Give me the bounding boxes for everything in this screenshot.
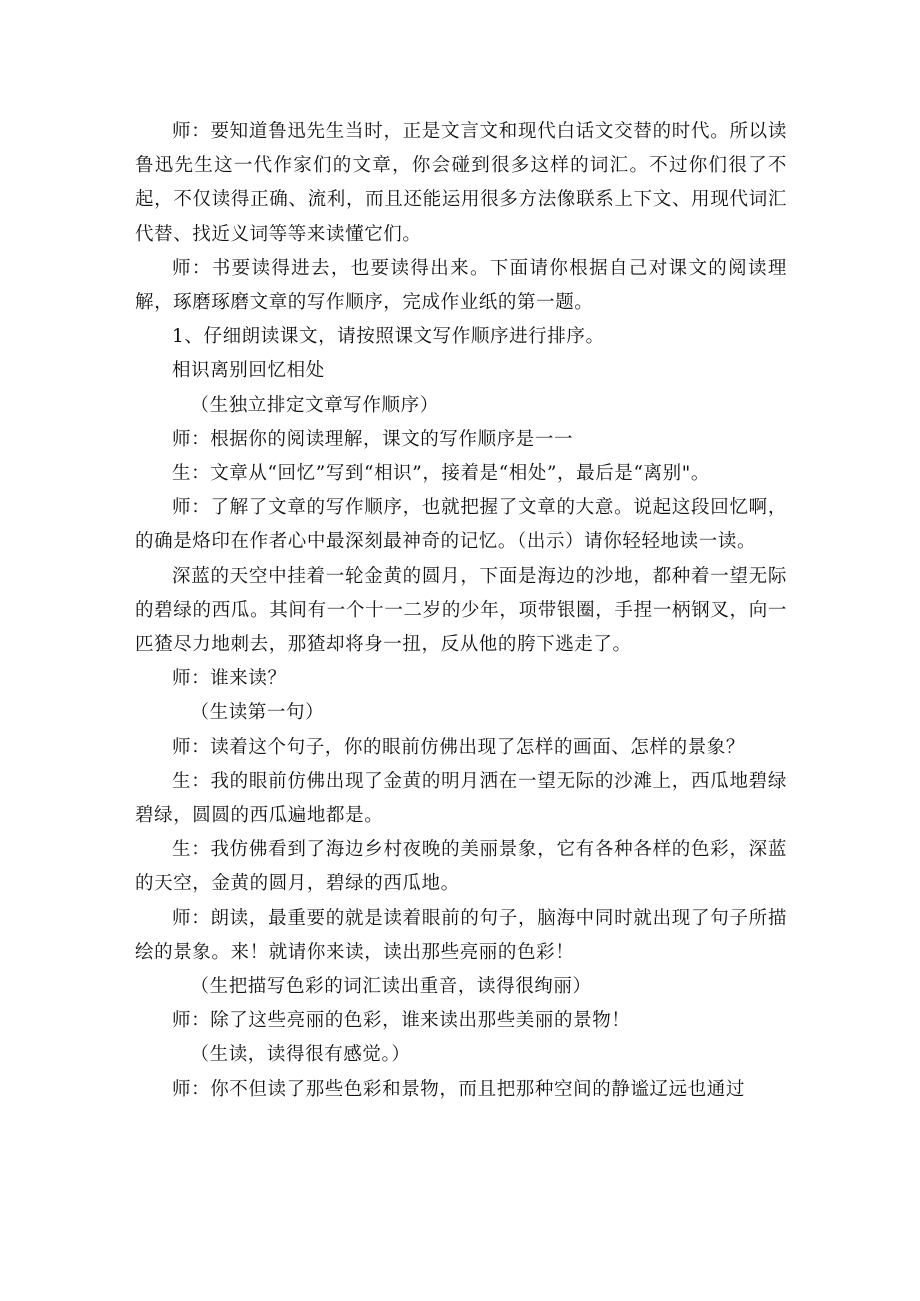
paragraph-teacher-imagery: 师：读着这个句子，你的眼前仿佛出现了怎样的画面、怎样的景象？ (172, 736, 746, 758)
paragraph-student-imagery-1: 生：我的眼前仿佛出现了金黄的明月洒在一望无际的沙滩上，西瓜地碧绿碧绿，圆圆的西瓜遍地都是。 (135, 770, 787, 827)
paragraph-teacher-memory: 师：了解了文章的写作顺序，也就把握了文章的大意。说起这段回忆啊，的确是烙印在作者心中最深刻最神奇的记忆。（出示）请你轻轻地读一读。 (135, 497, 787, 553)
paragraph-stage-direction: （生独立排定文章写作顺序） (190, 394, 439, 416)
paragraph-student-imagery-2: 生：我仿佛看到了海边乡村夜晚的美丽景象，它有各种各样的色彩，深蓝的天空，金黄的圆月，碧绿的西瓜地。 (135, 839, 787, 895)
lesson-transcript (135, 115, 787, 1107)
paragraph-order-options: 相识离别回忆相处 (172, 360, 325, 382)
paragraph-student-answer: 生：文章从“回忆”写到“相识”，接着是“相处”，最后是“离别"。 (172, 463, 710, 485)
paragraph-exercise-question: 1、仔细朗读课文，请按照课文写作顺序进行排序。 (172, 326, 605, 348)
paragraph-stage-direction: （生读，读得很有感觉。） (190, 1044, 411, 1066)
paragraph-quoted-passage: 深蓝的天空中挂着一轮金黄的圆月，下面是海边的沙地，都种着一望无际的碧绿的西瓜。其间有一个十一二岁的少年，项带银圈，手捏一柄钢叉，向一匹猹尽力地刺去，那猹却将身一扭，反从他的胯下逃走了。 (135, 565, 787, 656)
paragraph-teacher-reading: 师：朗读，最重要的就是读着眼前的句子，脑海中同时就出现了句子所描绘的景象。来！就请你来读，读出那些亮丽的色彩！ (135, 907, 787, 963)
paragraph-teacher-who-reads: 师：谁来读？ (172, 668, 287, 690)
paragraph-teacher-question: 师：根据你的阅读理解，课文的写作顺序是一一 (172, 428, 574, 450)
paragraph-teacher-praise: 师：你不但读了那些色彩和景物，而且把那种空间的静谧辽远也通过 (172, 1078, 746, 1100)
paragraph-stage-direction: （生把描写色彩的词汇读出重音，读得很绚丽） (190, 976, 592, 998)
paragraph-teacher-wenyan: 师：要知道鲁迅先生当时，正是文言文和现代白话文交替的时代。所以读鲁迅先生这一代作家们的文章，你会碰到很多这样的词汇。不过你们很了不起，不仅读得正确、流利，而且还能运用很多方法像联系上下文、用现代词汇代替、找近义词等等来读懂它们。 (135, 121, 787, 245)
paragraph-teacher-order-task: 师：书要读得进去，也要读得出来。下面请你根据自己对课文的阅读理解，琢磨琢磨文章的写作顺序，完成作业纸的第一题。 (135, 257, 787, 314)
paragraph-teacher-scenery: 师：除了这些亮丽的色彩，谁来读出那些美丽的景物！ (172, 1010, 631, 1032)
paragraph-stage-direction: （生读第一句） (190, 702, 325, 724)
